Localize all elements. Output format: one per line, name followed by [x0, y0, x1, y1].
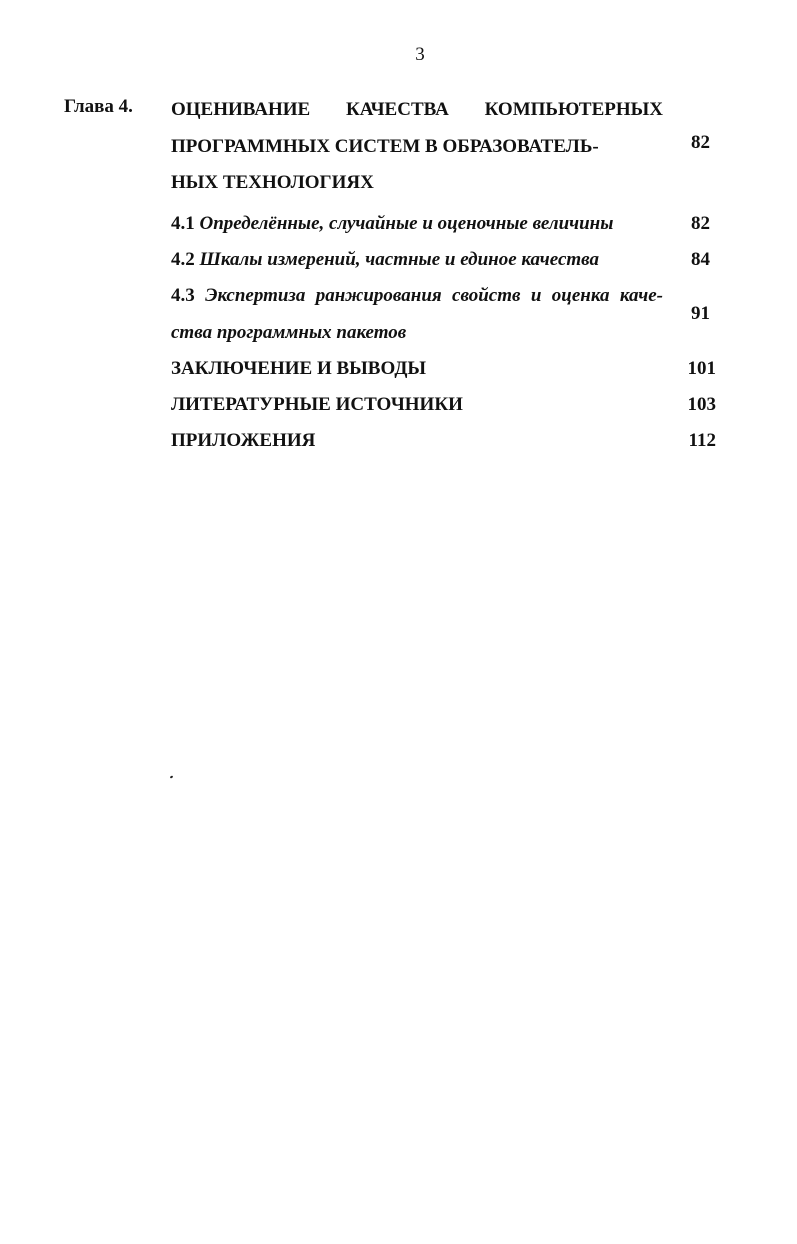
toc-entry-page: 103: [687, 394, 716, 415]
toc-entry-page: 112: [688, 430, 716, 451]
toc-entry-title: [171, 242, 663, 279]
toc-entry-title: ЛИТЕРАТУРНЫЕ ИСТОЧНИКИ: [171, 394, 463, 415]
scan-speck: [170, 775, 174, 778]
toc-entry-title: [171, 206, 663, 243]
section-title: Экспертиза ранжирования свойств и оценка каче-ства программных пакетов: [171, 285, 663, 343]
toc-entry-title: ЗАКЛЮЧЕНИЕ И ВЫВОДЫ: [171, 358, 427, 379]
toc-entry-title: [171, 278, 663, 351]
chapter-title-line-2: НЫХ ТЕХНОЛОГИЯХ: [171, 172, 374, 193]
chapter-title-line-1: ОЦЕНИВАНИЕ КАЧЕСТВА КОМПЬЮТЕРНЫХ ПРОГРАММНЫХ СИСТЕМ В ОБРАЗОВАТЕЛЬ-: [171, 99, 663, 157]
page-number: 3: [415, 44, 425, 65]
chapter-page: 82: [691, 132, 710, 153]
toc-entry-page: 84: [691, 249, 710, 270]
toc-entry: [171, 387, 716, 424]
section-number: 4.3: [171, 285, 195, 306]
toc-entry-page: 101: [687, 358, 716, 379]
toc-entry-title: ПРИЛОЖЕНИЯ: [171, 430, 316, 451]
section-title: Шкалы измерений, частные и единое качества: [199, 249, 600, 270]
section-number: 4.1: [171, 213, 195, 234]
chapter-page-row: [171, 132, 716, 168]
toc-entry: [171, 242, 716, 279]
section-number: 4.2: [171, 249, 195, 270]
toc-entry: [171, 423, 716, 460]
section-title: Определённые, случайные и оценочные величины: [199, 213, 614, 234]
toc-entry: [171, 351, 716, 388]
toc-entry-page: 82: [691, 213, 710, 234]
toc-entry-page: 91: [691, 303, 710, 324]
toc-entry: [171, 278, 716, 351]
chapter-label: Глава 4.: [64, 96, 133, 117]
toc-entry: [171, 206, 716, 243]
